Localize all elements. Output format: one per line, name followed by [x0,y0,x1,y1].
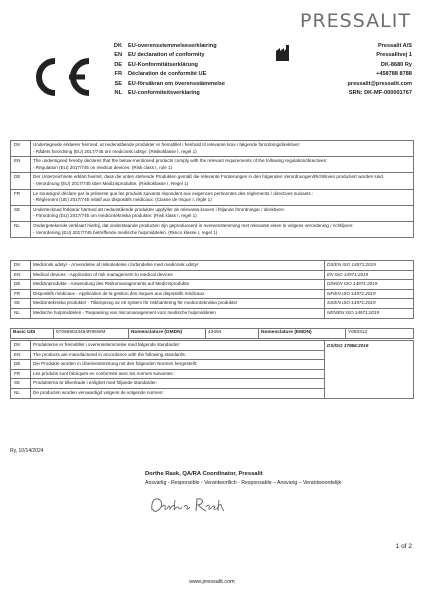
table-row: DK Medicinsk udstyr - Anvendelse af risikoledelse i forbindelse med medicinsk udstyr DS/EN ISO 14971:2019 [11,261,414,271]
page-number: 1 of 2 [395,543,412,550]
website-link[interactable]: www.pressalit.com [189,579,235,585]
table-row: FR Le soussigné déclare par la présente que les produits suivants répondent aux exigences pertinentes des règlements / directives suivants : - Règlement (UE) 2017/745 relatif aux dispositifs médicaux. (Classe de risque I, règle 1) [11,189,414,205]
brand-logo: PRESSALIT [300,10,411,32]
table-row: EN Medical devices - Application of risk management to medical devices EN ISO 14971:2019 [11,270,414,280]
manufacturer-icon [276,45,290,61]
table-row: SE Undertecknad förklarar härmed att nedanstående produkter uppfyller de relevanta kraven i följande förordningar / direktiven: - Förordning (EU) 2017/745 om medicintekniska produkter. (Risk klass I, regel 1) [11,205,414,221]
handwritten-signature-icon [148,492,228,518]
manufacturing-standards-table [10,340,414,399]
signer-roles: Ansvarlig - Responsible - Verantwortlich - Responsable – Ansvarig – Verantwoordelijk [145,480,342,486]
table-row: DK Produkterne er fremstillet i overensstemmelse med følgende standarder: DS/ISO 17966:2016 [11,341,414,351]
table-row: NL Ondergetekende verklaart hierbij, dat onderstaande producten zijn geproduceerd in overeenstemming met relevante eisen in volgens verordening / richtlijnen: - Verordening (EU) 2017/745 betreffende medische hulpmiddelen. (Risico klasse I, regel 1) [11,221,414,237]
table-row: SE Medicintekniska produkter - Tillämpning av ett system för riskhantering för medicintekniska produkter SS/EN ISO 14971:2019 [11,299,414,309]
table-row: NL De producten worden vervaardigd volgens de volgende normen: [11,388,414,398]
regulation-statements-table [10,140,414,238]
udi-table [10,328,414,339]
standard-value: DS/ISO 17966:2016 [325,341,414,399]
declaration-titles: DK EU-overensstemmelseserklæring EN EU declaration of conformity DE EU-Konformitätserklärung FR Déclaration de conformité UE SE EU-försäkran om överensstämmelse NL EU-conformiteitsverklaring [113,43,226,97]
ce-mark-icon [25,57,95,97]
place-date: Ry, 10/14/2024 [10,448,44,454]
table-row: DE Medizinprodukte - Anwendung des Risikomanagements auf Medizinprodukte DIN/EN ISO 14971:2019 [11,280,414,290]
table-row: FR Les produits sont fabriqués en conformité avec les normes suivantes : [11,369,414,379]
table-row: NL Medische hulpmiddelen - Toepassing van risicomanagement voor medische hulpmiddelen NEN/EN ISO 14971:2019 [11,308,414,318]
table-row: FR Dispositifs médicaux - Application de la gestion des risques aux dispositifs médicaux NF/EN ISO 14971:2019 [11,289,414,299]
table-row: EN The undersigned hereby declares that the below-mentioned products comply with the relevant requirements of the following regulation/directives: - Regulation (EU) 2017/745 on medical devices. (Risk class I, rule 1) [11,157,414,173]
table-row: EN The products are manufactured in accordance with the following standards: [11,350,414,360]
table-row: Basic UDI 570859043494R95WM Nomenclature (GMDN) 43494 Nomenclature (EMDN) Y093312 [11,329,414,339]
company-address: Pressalit A/S Pressalitvej 1 DK-8680 Ry +458788 8788 pressalit@pressalit.com SRN: DK-MF-000001767 [347,43,412,97]
table-row: DK Undertegnede erklærer hermed, at nedenstående produkter er fremstillet i henhold til relevante krav i følgende forordning/direktiver: - Rådets forordning (EU) 2017/745 om medicinsk udstyr. (Risikoklasse I, regel 1) [11,141,414,157]
table-row: DE Die Produkte worden in Übereinstimmung mit den folgenden Normen hergestellt: [11,360,414,370]
signer-name: Dorthe Rask, QA/RA Coordinator, Pressalit [145,471,263,477]
table-row: DE Der Unterzeichnete erklärt hiermit, dass die unten stehende Produkten gemäß die relevante Forderungen in den folgenden Verordnungen/Richtlinien produziert worden sind. - Verordnung (EU) 2017/745 über Medizinprodukte. (Risikoklasse I, Regel 1) [11,173,414,189]
table-row: SE Produkterna är tillverkade i enlighet med följande standarder: [11,379,414,389]
device-standards-table [10,260,414,319]
